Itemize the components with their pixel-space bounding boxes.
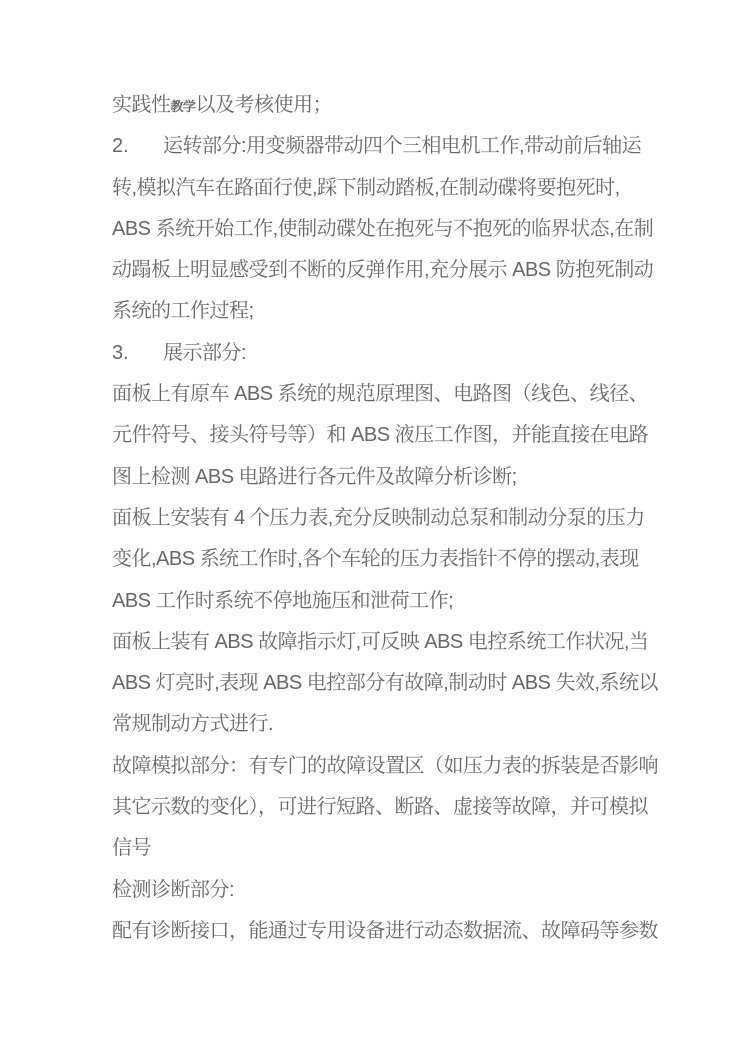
text-line: 面板上装有 ABS 故障指示灯,可反映 ABS 电控系统工作状况,当: [112, 630, 649, 653]
text-line: 其它示数的变化），可进行短路、断路、虚接等故障，并可模拟: [112, 796, 648, 819]
list-number: 3.: [112, 341, 129, 364]
text-line: 系统的工作过程;: [112, 300, 254, 323]
text-segment: 展示部分:: [163, 341, 247, 364]
text-segment-small: 教学: [170, 99, 196, 114]
text-line: [112, 85, 672, 126]
text-line: 变化,ABS 系统工作时,各个车轮的压力表指针不停的摆动,表现: [112, 548, 639, 571]
list-item-line: [112, 333, 672, 374]
list-number: 2.: [112, 135, 129, 158]
text-line: 转,模拟汽车在路面行使,踩下制动踏板,在制动碟将要抱死时,: [112, 176, 620, 199]
text-line: 常规制动方式进行.: [112, 713, 274, 736]
text-line: 故障模拟部分：有专门的故障设置区（如压力表的拆装是否影响: [112, 754, 658, 777]
text-line: 元件符号、接头符号等）和 ABS 液压工作图，并能直接在电路: [112, 424, 649, 447]
text-line: 检测诊断部分:: [112, 878, 235, 901]
text-line: 配有诊断接口，能通过专用设备进行动态数据流、故障码等参数: [112, 919, 658, 942]
text-line: 面板上安装有 4 个压力表,充分反映制动总泵和制动分泵的压力: [112, 506, 645, 529]
text-segment: 运转部分:用变频器带动四个三相电机工作,带动前后轴运: [163, 135, 642, 158]
text-line: ABS 工作时系统不停地施压和泄荷工作;: [112, 589, 454, 612]
text-line: 图上检测 ABS 电路进行各元件及故障分析诊断;: [112, 465, 517, 488]
text-segment: 实践性: [112, 94, 171, 116]
text-line: ABS 灯亮时,表现 ABS 电控部分有故障,制动时 ABS 失效,系统以: [112, 672, 659, 695]
text-line: 动蹋板上明显感受到不断的反弹作用,充分展示 ABS 防抱死制动: [112, 259, 654, 282]
text-segment: 以及考核使用；: [195, 94, 333, 116]
document-text-block: [112, 85, 672, 952]
text-line: 信号: [112, 837, 151, 860]
list-item-line: [112, 126, 672, 167]
text-line: 面板上有原车 ABS 系统的规范原理图、电路图（线色、线径、: [112, 383, 649, 406]
text-line: ABS 系统开始工作,使制动碟处在抱死与不抱死的临界状态,在制: [112, 217, 654, 240]
